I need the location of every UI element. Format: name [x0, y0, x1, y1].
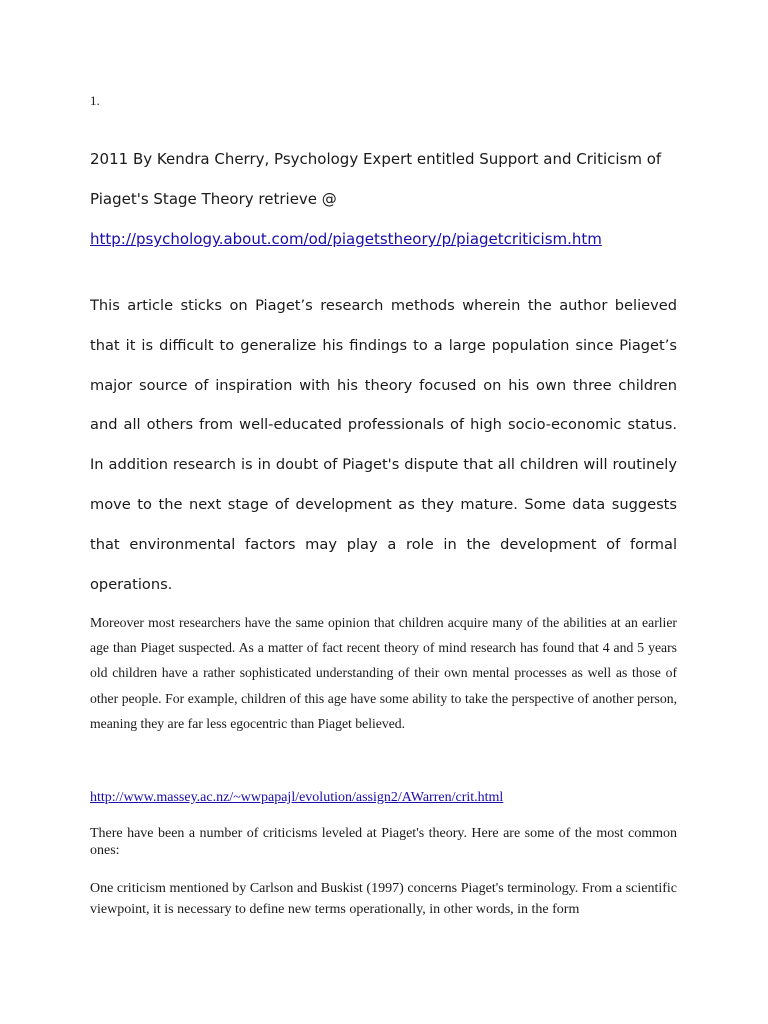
- paragraph-earlier-abilities: Moreover most researchers have the same opinion that children acquire many of the abilities at an earlier age than Piaget suspected. As a matter of fact recent theory of mind research has found that 4 and 5 years old children have a rather sophisticated understanding of their own mental processes as well as those of other people. For example, children of this age have some ability to take the perspective of another person, meaning they are far less egocentric than Piaget believed.: [90, 615, 677, 731]
- paragraph-research-methods: This article sticks on Piaget’s research methods wherein the author believed that it is difficult to generalize his findings to a large population since Piaget’s major source of inspiration with his theory focused on his own three children and all others from well-educated professionals of high socio-economic status. In addition research is in doubt of Piaget's dispute that all children will routinely move to the next stage of development as they mature. Some data suggests that environmental factors may play a role in the development of formal operations.: [90, 297, 677, 593]
- citation-line-1: 2011 By Kendra Cherry, Psychology Expert entitled Support and Criticism of: [90, 150, 662, 168]
- paragraph-terminology-criticism: One criticism mentioned by Carlson and Buskist (1997) concerns Piaget's terminology. From a scientific viewpoint, it is necessary to define new terms operationally, in other words, in the form: [90, 881, 677, 917]
- paragraph-criticisms-intro: There have been a number of criticisms leveled at Piaget's theory. Here are some of the most common ones:: [90, 826, 677, 858]
- item-number: 1.: [90, 93, 100, 108]
- massey-link[interactable]: http://www.massey.ac.nz/~wwpapajl/evolution/assign2/AWarren/crit.html: [90, 790, 504, 805]
- citation-link[interactable]: http://psychology.about.com/od/piagetstheory/p/piagetcriticism.htm: [90, 230, 602, 248]
- citation-line-2: Piaget's Stage Theory retrieve @: [90, 190, 337, 208]
